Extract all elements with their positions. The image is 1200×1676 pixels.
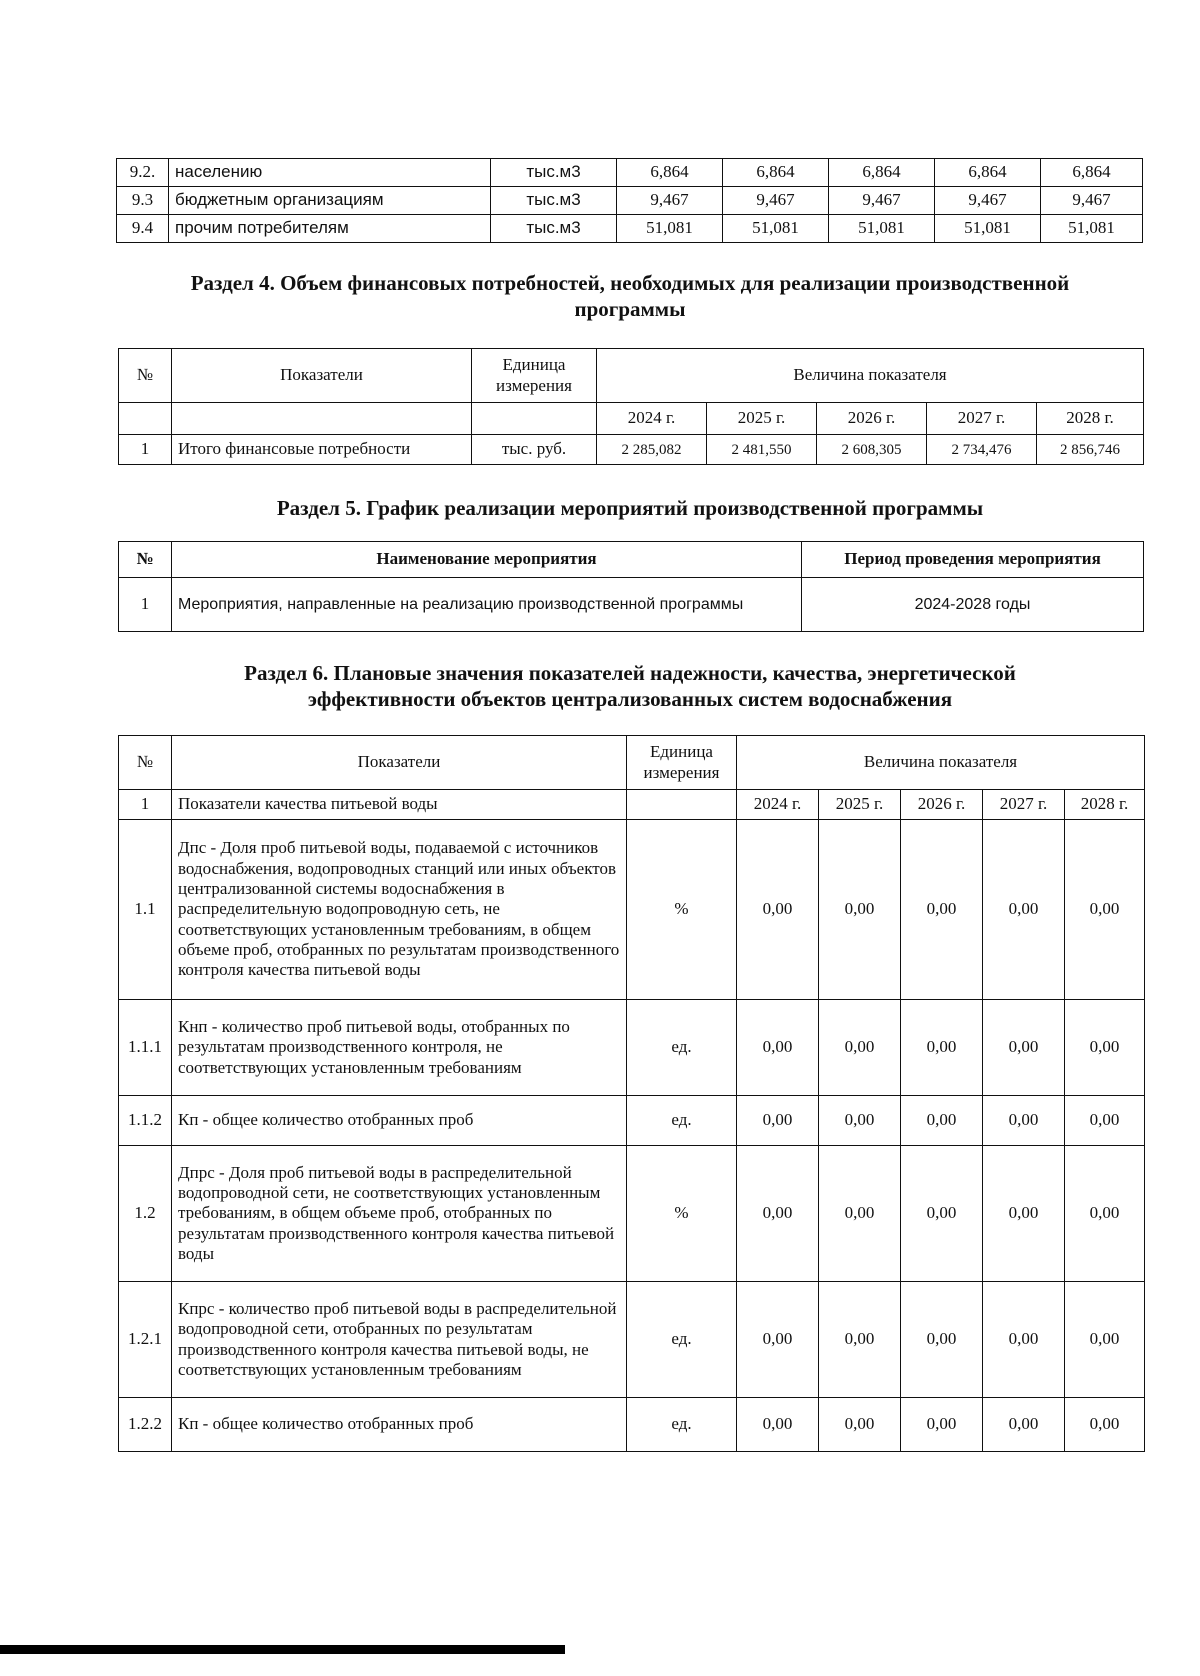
value-cell: 0,00 — [1065, 1146, 1145, 1282]
value-cell: 51,081 — [617, 215, 723, 243]
value-cell: 51,081 — [723, 215, 829, 243]
value-cell: 0,00 — [901, 820, 983, 1000]
value-cell: 0,00 — [737, 1146, 819, 1282]
table-row — [119, 578, 1144, 632]
table-row — [117, 215, 1143, 243]
row-name: Кп - общее количество отобранных проб — [172, 1096, 627, 1146]
header-activity: Наименование мероприятия — [172, 542, 802, 578]
header-indicator: Показатели — [172, 736, 627, 790]
value-cell: 6,864 — [617, 159, 723, 187]
row-number: 9.4 — [117, 215, 169, 243]
row-name: населению — [169, 159, 491, 187]
value-cell: 0,00 — [901, 1282, 983, 1398]
value-cell: 2 734,476 — [927, 435, 1037, 465]
row-unit: ед. — [627, 1398, 737, 1452]
row-unit: тыс.м3 — [491, 159, 617, 187]
value-cell: 9,467 — [829, 187, 935, 215]
value-cell: 6,864 — [1041, 159, 1143, 187]
row-name: Итого финансовые потребности — [172, 435, 472, 465]
value-cell: 2 608,305 — [817, 435, 927, 465]
row-unit: ед. — [627, 1282, 737, 1398]
year-cell: 2024 г. — [597, 403, 707, 435]
table-row — [119, 1146, 1145, 1282]
header-row — [119, 736, 1145, 790]
header-indicator: Показатели — [172, 349, 472, 403]
value-cell: 6,864 — [829, 159, 935, 187]
row-number: 1.2 — [119, 1146, 172, 1282]
header-no: № — [119, 542, 172, 578]
table-row — [119, 1096, 1145, 1146]
value-cell: 0,00 — [983, 820, 1065, 1000]
activity-name: Мероприятия, направленные на реализацию производственной программы — [172, 578, 802, 632]
value-cell: 0,00 — [901, 1146, 983, 1282]
row-number: 1 — [119, 578, 172, 632]
value-cell: 0,00 — [737, 1282, 819, 1398]
year-cell: 2028 г. — [1065, 790, 1145, 820]
year-cell: 2026 г. — [817, 403, 927, 435]
value-cell: 0,00 — [1065, 1398, 1145, 1452]
value-cell: 0,00 — [901, 1398, 983, 1452]
row-name: прочим потребителям — [169, 215, 491, 243]
header-no: № — [119, 736, 172, 790]
header-unit: Единица измерения — [472, 349, 597, 403]
year-cell: 2028 г. — [1037, 403, 1144, 435]
row-number: 1.2.2 — [119, 1398, 172, 1452]
group-name: Показатели качества питьевой воды — [172, 790, 627, 820]
value-cell: 0,00 — [819, 1398, 901, 1452]
value-cell: 0,00 — [819, 1000, 901, 1096]
value-cell: 51,081 — [1041, 215, 1143, 243]
value-cell: 9,467 — [723, 187, 829, 215]
value-cell: 0,00 — [819, 1282, 901, 1398]
value-cell: 0,00 — [737, 1398, 819, 1452]
row-number: 1.2.1 — [119, 1282, 172, 1398]
value-cell: 0,00 — [819, 820, 901, 1000]
row-number: 1.1 — [119, 820, 172, 1000]
year-cell: 2027 г. — [983, 790, 1065, 820]
row-unit: ед. — [627, 1000, 737, 1096]
table-row — [117, 159, 1143, 187]
row-number: 1 — [119, 435, 172, 465]
value-cell: 0,00 — [1065, 1282, 1145, 1398]
value-cell: 0,00 — [983, 1282, 1065, 1398]
header-value: Величина показателя — [737, 736, 1145, 790]
row-unit: тыс.м3 — [491, 215, 617, 243]
value-cell: 0,00 — [983, 1398, 1065, 1452]
header-period: Период проведения мероприятия — [802, 542, 1144, 578]
value-cell: 0,00 — [901, 1096, 983, 1146]
financial-needs-table — [118, 348, 1144, 465]
row-unit: % — [627, 1146, 737, 1282]
value-cell: 0,00 — [819, 1146, 901, 1282]
group-row — [119, 790, 1145, 820]
header-value: Величина показателя — [597, 349, 1144, 403]
value-cell: 0,00 — [819, 1096, 901, 1146]
value-cell: 0,00 — [901, 1000, 983, 1096]
row-number: 1 — [119, 790, 172, 820]
year-cell: 2024 г. — [737, 790, 819, 820]
value-cell: 2 856,746 — [1037, 435, 1144, 465]
value-cell: 0,00 — [983, 1096, 1065, 1146]
value-cell: 0,00 — [1065, 820, 1145, 1000]
value-cell: 0,00 — [737, 1096, 819, 1146]
section4-title — [115, 270, 1145, 323]
section6-title — [115, 660, 1145, 713]
value-cell: 9,467 — [617, 187, 723, 215]
value-cell: 0,00 — [737, 820, 819, 1000]
row-number: 9.3 — [117, 187, 169, 215]
value-cell: 51,081 — [935, 215, 1041, 243]
consumption-table — [116, 158, 1143, 243]
table-row — [119, 1282, 1145, 1398]
table-row — [119, 435, 1144, 465]
row-name: бюджетным организациям — [169, 187, 491, 215]
row-name: Дпрс - Доля проб питьевой воды в распределительной водопроводной сети, не соответствующих установленным требованиям, в общем объеме проб, отобранных по результатам производственного контроля качества питьевой воды — [172, 1146, 627, 1282]
row-number: 1.1.2 — [119, 1096, 172, 1146]
value-cell: 2 285,082 — [597, 435, 707, 465]
year-cell: 2027 г. — [927, 403, 1037, 435]
row-name: Кп - общее количество отобранных проб — [172, 1398, 627, 1452]
header-row — [119, 542, 1144, 578]
value-cell: 0,00 — [983, 1146, 1065, 1282]
year-cell: 2026 г. — [901, 790, 983, 820]
row-name: Кпрс - количество проб питьевой воды в распределительной водопроводной сети, отобранных по результатам производственного контроля качества питьевой воды, не соответствующих установленным требованиям — [172, 1282, 627, 1398]
row-unit: % — [627, 820, 737, 1000]
value-cell: 0,00 — [1065, 1000, 1145, 1096]
row-name: Дпс - Доля проб питьевой воды, подаваемой с источников водоснабжения, водопроводных станций или иных объектов централизованной системы водоснабжения в распределительную водопроводную сеть, не соответствующих установленным требованиям, в общем объеме проб, отобранных по результатам производственного контроля качества питьевой воды — [172, 820, 627, 1000]
value-cell: 9,467 — [935, 187, 1041, 215]
years-row — [119, 403, 1144, 435]
empty-cell — [119, 403, 172, 435]
value-cell: 6,864 — [723, 159, 829, 187]
header-unit: Единица измерения — [627, 736, 737, 790]
row-unit: тыс.м3 — [491, 187, 617, 215]
year-cell: 2025 г. — [819, 790, 901, 820]
table-row — [117, 187, 1143, 215]
section4-title-line2: программы — [574, 297, 686, 322]
value-cell: 0,00 — [737, 1000, 819, 1096]
row-number: 1.1.1 — [119, 1000, 172, 1096]
row-unit: ед. — [627, 1096, 737, 1146]
header-no: № — [119, 349, 172, 403]
empty-cell — [627, 790, 737, 820]
schedule-table — [118, 541, 1144, 632]
section6-title-line2: эффективности объектов централизованных систем водоснабжения — [307, 687, 953, 712]
scan-edge-bar — [0, 1645, 565, 1654]
empty-cell — [472, 403, 597, 435]
value-cell: 2 481,550 — [707, 435, 817, 465]
value-cell: 0,00 — [983, 1000, 1065, 1096]
section6-title-line1: Раздел 6. Плановые значения показателей надежности, качества, энергетической — [244, 661, 1016, 685]
activity-period: 2024-2028 годы — [802, 578, 1144, 632]
header-row — [119, 349, 1144, 403]
table-row — [119, 820, 1145, 1000]
table-row — [119, 1398, 1145, 1452]
value-cell: 9,467 — [1041, 187, 1143, 215]
value-cell: 6,864 — [935, 159, 1041, 187]
quality-indicators-table — [118, 735, 1145, 1452]
value-cell: 51,081 — [829, 215, 935, 243]
row-number: 9.2. — [117, 159, 169, 187]
section5-title: Раздел 5. График реализации мероприятий производственной программы — [276, 496, 984, 520]
section4-title-line1: Раздел 4. Объем финансовых потребностей, необходимых для реализации производственной — [190, 271, 1070, 295]
table-row — [119, 1000, 1145, 1096]
empty-cell — [172, 403, 472, 435]
year-cell: 2025 г. — [707, 403, 817, 435]
row-unit: тыс. руб. — [472, 435, 597, 465]
value-cell: 0,00 — [1065, 1096, 1145, 1146]
row-name: Кнп - количество проб питьевой воды, отобранных по результатам производственного контроля, не соответствующих установленным требованиям — [172, 1000, 627, 1096]
